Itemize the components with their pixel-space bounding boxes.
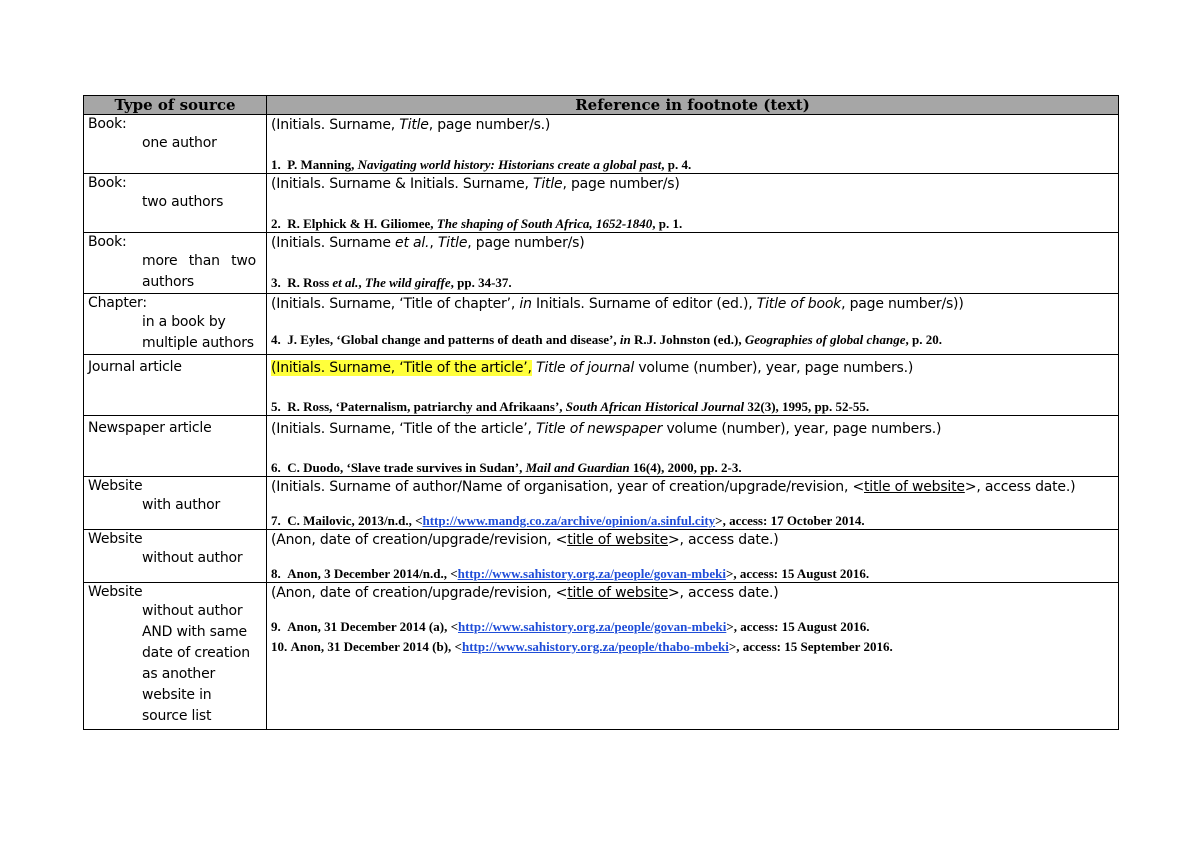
source-kind: Journal article <box>88 359 182 375</box>
highlighted-text: (Initials. Surname, ‘Title of the article’, <box>271 360 532 376</box>
source-kind: Book: <box>88 234 127 250</box>
table-row <box>84 294 1119 355</box>
source-type-cell <box>84 115 267 174</box>
table-row <box>84 115 1119 174</box>
source-kind: Website <box>88 531 143 547</box>
reference-cell <box>267 477 1119 530</box>
reference-cell <box>267 115 1119 174</box>
reference-example: 9. Anon, 31 December 2014 (a), <http://www.sahistory.org.za/people/govan-mbeki>, access: 15 August 2016. <box>271 619 870 634</box>
header-type-of-source: Type of source <box>84 96 267 115</box>
source-type-cell <box>84 530 267 583</box>
table-row <box>84 530 1119 583</box>
reference-format: (Initials. Surname, ‘Title of the article’, Title of newspaper volume (number), year, page numbers.) <box>271 421 942 437</box>
reference-example: 1. P. Manning, Navigating world history: Historians create a global past, p. 4. <box>271 157 692 172</box>
reference-cell <box>267 583 1119 730</box>
source-kind: Newspaper article <box>88 420 212 436</box>
reference-format: (Initials. Surname of author/Name of organisation, year of creation/upgrade/revision, <title of website>, access date.) <box>271 479 1076 495</box>
website-link[interactable]: http://www.sahistory.org.za/people/govan-mbeki <box>457 566 726 581</box>
source-subtype: two authors <box>142 194 224 210</box>
source-subtype: more than two authors <box>142 253 256 290</box>
source-kind: Website <box>88 478 143 494</box>
reference-example: 7. C. Mailovic, 2013/n.d., <http://www.mandg.co.za/archive/opinion/a.sinful.city>, access: 17 October 2014. <box>271 513 865 528</box>
table-row <box>84 416 1119 477</box>
source-kind: Book: <box>88 116 127 132</box>
website-link[interactable]: http://www.sahistory.org.za/people/thabo-mbeki <box>461 639 729 654</box>
table-row <box>84 174 1119 233</box>
reference-example: 5. R. Ross, ‘Paternalism, patriarchy and Afrikaans’, South African Historical Journal 32(3), 1995, pp. 52-55. <box>271 399 870 414</box>
reference-format: (Initials. Surname, ‘Title of the article’, Title of journal volume (number), year, page numbers.) <box>271 360 914 376</box>
source-type-cell <box>84 233 267 294</box>
source-subtype: without author <box>142 550 243 566</box>
reference-example: 2. R. Elphick & H. Giliomee, The shaping of South Africa, 1652-1840, p. 1. <box>271 216 683 231</box>
source-subtype: in a book by multiple authors <box>142 314 254 351</box>
source-type-cell <box>84 174 267 233</box>
reference-format: (Initials. Surname, ‘Title of chapter’, in Initials. Surname of editor (ed.), Title of book, page number/s)) <box>271 296 964 312</box>
website-link[interactable]: http://www.mandg.co.za/archive/opinion/a.sinful.city <box>422 513 716 528</box>
source-subtype: one author <box>142 135 217 151</box>
reference-cell <box>267 174 1119 233</box>
reference-format: (Anon, date of creation/upgrade/revision, <title of website>, access date.) <box>271 532 779 548</box>
source-subtype: with author <box>142 497 221 513</box>
reference-example: 4. J. Eyles, ‘Global change and patterns of death and disease’, in R.J. Johnston (ed.), Geographies of global change, p. 20. <box>271 332 943 347</box>
source-type-cell <box>84 583 267 730</box>
table-row <box>84 583 1119 730</box>
reference-format: (Anon, date of creation/upgrade/revision, <title of website>, access date.) <box>271 585 779 601</box>
website-link[interactable]: http://www.sahistory.org.za/people/govan-mbeki <box>457 619 727 634</box>
source-type-cell <box>84 477 267 530</box>
reference-example: 8. Anon, 3 December 2014/n.d., <http://www.sahistory.org.za/people/govan-mbeki>, access: 15 August 2016. <box>271 566 870 581</box>
reference-format: (Initials. Surname & Initials. Surname, Title, page number/s) <box>271 176 680 192</box>
reference-example: 3. R. Ross et al., The wild giraffe, pp. 34-37. <box>271 275 512 290</box>
reference-format: (Initials. Surname, Title, page number/s.) <box>271 117 551 133</box>
reference-example: 10. Anon, 31 December 2014 (b), <http://www.sahistory.org.za/people/thabo-mbeki>, access: 15 September 2016. <box>271 639 893 654</box>
source-type-cell <box>84 355 267 416</box>
table-row <box>84 477 1119 530</box>
source-kind: Website <box>88 584 143 600</box>
reference-example: 6. C. Duodo, ‘Slave trade survives in Sudan’, Mail and Guardian 16(4), 2000, pp. 2-3. <box>271 460 742 475</box>
reference-cell <box>267 294 1119 355</box>
source-kind: Chapter: <box>88 295 147 311</box>
table-row <box>84 355 1119 416</box>
reference-cell <box>267 355 1119 416</box>
reference-cell <box>267 416 1119 477</box>
reference-cell <box>267 233 1119 294</box>
source-type-cell <box>84 294 267 355</box>
source-subtype: without author AND with same date of creation as another website in source list <box>142 603 250 724</box>
reference-table <box>83 95 1119 730</box>
source-kind: Book: <box>88 175 127 191</box>
reference-format: (Initials. Surname et al., Title, page number/s) <box>271 235 585 251</box>
table-row <box>84 233 1119 294</box>
reference-cell <box>267 530 1119 583</box>
table-header-row <box>84 96 1119 115</box>
header-reference-in-footnote: Reference in footnote (text) <box>267 96 1119 115</box>
source-type-cell <box>84 416 267 477</box>
